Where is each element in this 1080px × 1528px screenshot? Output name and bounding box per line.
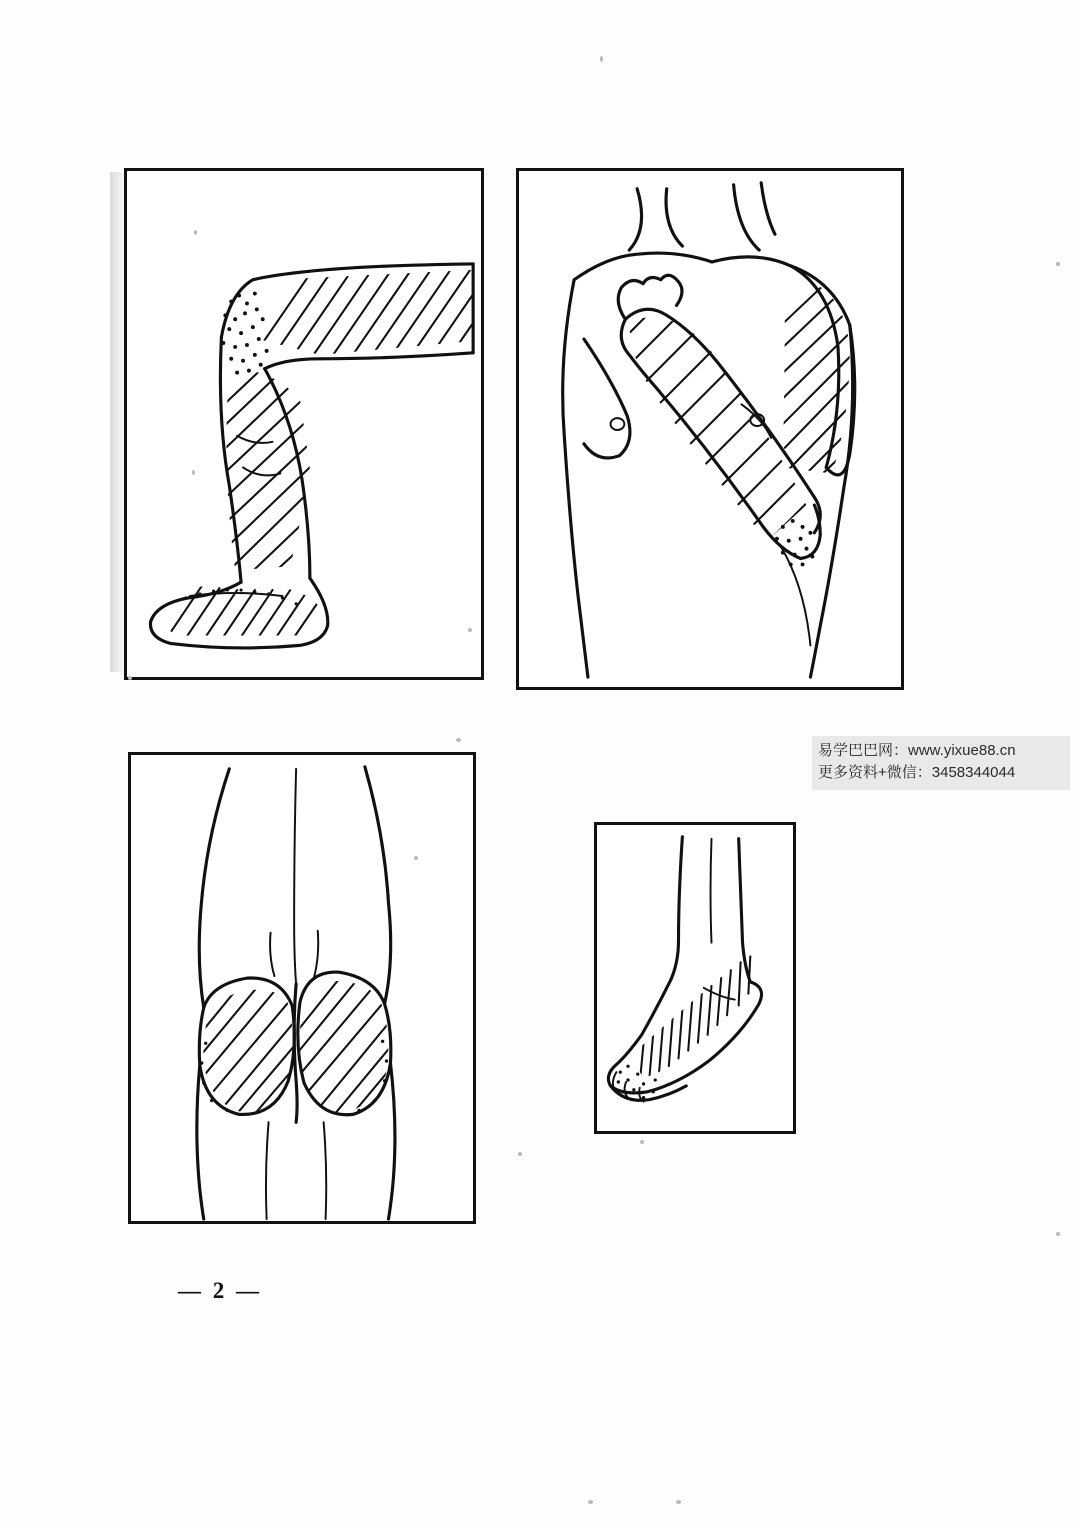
watermark-site-line: 易学巴巴网：www.yixue88.cn [818,742,1016,759]
hatch-upper-arm [777,266,858,485]
scan-speck [1056,1232,1060,1236]
scan-speck [414,856,418,860]
scan-speck [518,1152,522,1156]
figure-foot-massage-diagram [594,822,796,1134]
figure-leg-massage-diagram [124,168,484,680]
hatch-forearm [614,296,821,567]
foot-illustration [597,825,793,1131]
scan-speck [640,1140,644,1144]
scan-speck [1056,262,1060,266]
scan-speck [588,1500,593,1504]
scan-speck [468,628,472,632]
hip-illustration [131,755,473,1221]
page-number: — 2 — [178,1278,262,1303]
scan-speck [194,230,197,235]
hatch-right-gluteal [284,966,398,1132]
chest-arm-illustration [519,171,901,687]
hatch-instep [640,956,751,1084]
leg-illustration [127,171,481,677]
watermark-wechat-line: 更多资料+微信：3458344044 [818,763,1016,781]
hatch-thigh [245,254,481,369]
scan-speck [600,56,603,62]
stipple-elbow [775,519,814,566]
scan-speck [456,738,461,742]
scan-speck [676,1500,681,1504]
figure-hip-massage-diagram [128,752,476,1224]
stipple-hip [221,292,268,375]
scan-speck [128,676,132,680]
figure-chest-arm-massage-diagram [516,168,904,690]
watermark-block [812,736,1070,790]
scan-speck [192,470,195,475]
